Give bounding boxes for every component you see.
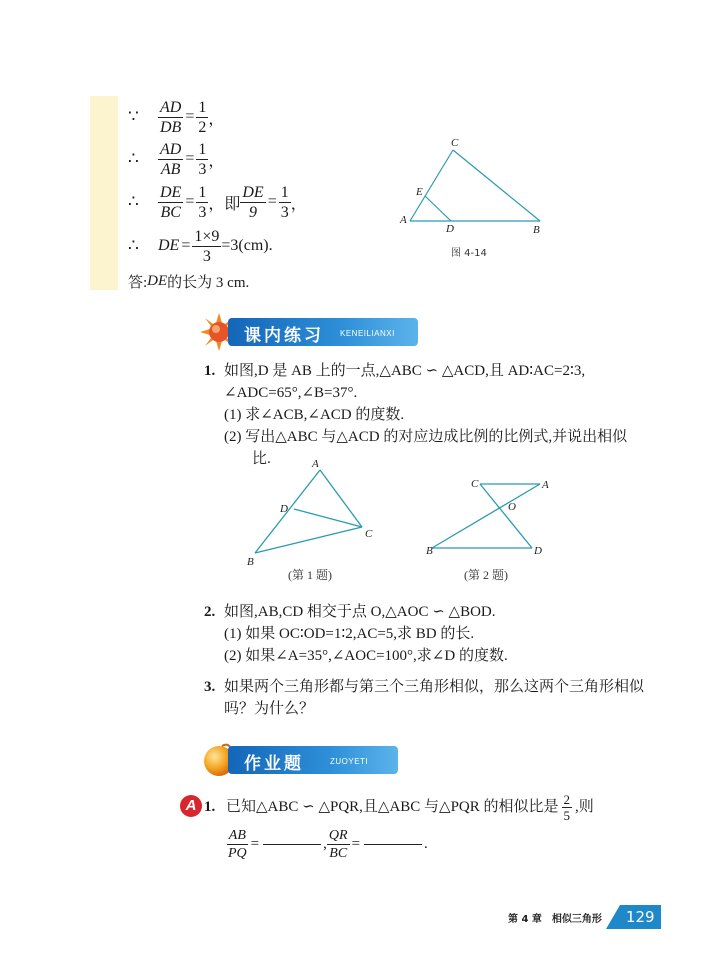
segment-dc	[294, 509, 362, 527]
label-a: A	[312, 458, 319, 470]
fraction: $\frac{DE}{9}$	[242, 183, 264, 221]
segment-ac	[320, 470, 362, 527]
label-c: C	[365, 528, 373, 540]
proof-line-1: ∵ $\frac{AD}{DB}$ = $\frac{1}{2}$ ，	[128, 98, 225, 136]
label-c: C	[471, 478, 479, 490]
fraction: $\frac{DE}{BC}$	[160, 183, 182, 221]
label-d: D	[534, 545, 542, 557]
practice-question-3: 3. 如果两个三角形都与第三个三角形相似，那么这两个三角形相似 吗？为什么？	[204, 679, 645, 717]
answer-line: 答: DE 的长为 3 cm.	[128, 272, 250, 291]
level-a-badge: A	[180, 795, 202, 817]
fraction: $\frac{2}{5}$	[563, 791, 571, 823]
label-d: D	[280, 503, 288, 515]
homework-q1-line2: $\frac{AB}{PQ}$ = , $\frac{QR}{BC}$ = .	[228, 828, 428, 861]
figure-caption: (第 1 题)	[288, 568, 332, 582]
homework-subtitle: ZUOYETI	[330, 757, 369, 766]
label-e: E	[416, 186, 423, 198]
figure-caption: (第 2 题)	[464, 568, 508, 582]
practice-banner	[200, 310, 420, 354]
segment-de	[425, 196, 451, 221]
label-b: B	[426, 545, 433, 557]
answer-blank[interactable]	[364, 844, 422, 845]
practice-title: 课内练习	[244, 326, 324, 346]
proof-line-2: ∴ $\frac{AD}{AB}$ = $\frac{1}{3}$ ，	[128, 140, 225, 178]
answer-blank[interactable]	[263, 844, 321, 845]
page-tab-wedge	[606, 905, 620, 929]
label-a: A	[400, 214, 407, 226]
label-o: O	[508, 501, 516, 513]
label-b: B	[247, 556, 254, 568]
fraction: $\frac{AD}{AB}$	[160, 140, 182, 178]
practice-subtitle: KENEILIANXI	[340, 329, 395, 338]
homework-title: 作业题	[244, 754, 304, 774]
figure-4-14	[395, 135, 555, 265]
figure-question-1	[240, 455, 385, 587]
margin-highlight	[90, 96, 118, 290]
proof-line-3: ∴ $\frac{DE}{BC}$ = $\frac{1}{3}$ ，即 $\frac{DE}{9}$ = $\frac{1}{3}$ ，	[128, 183, 307, 221]
fraction: $\frac{1}{3}$	[198, 140, 207, 178]
page-number: 129	[620, 905, 661, 929]
segment-cb	[453, 150, 540, 221]
fraction: $\frac{1}{2}$	[198, 98, 207, 136]
fraction: $\frac{QR}{BC}$	[328, 828, 348, 861]
practice-question-1: 1. 如图,D 是 AB 上的一点,△ABC ∽ △ACD,且 AD∶AC=2∶3, ∠ADC=65°,∠B=37°. (1) 求∠ACB,∠ACD 的度数. (2) 写出△ABC 与△ACD 的对应边成比例的比例式,并说出相似 比.	[204, 363, 628, 467]
fraction: $\frac{1}{3}$	[198, 183, 207, 221]
practice-question-2: 2. 如图,AB,CD 相交于点 O,△AOC ∽ △BOD. (1) 如果 OC∶OD=1∶2,AC=5,求 BD 的长. (2) 如果∠A=35°,∠AOC=100°,求∠D 的度数.	[204, 604, 508, 664]
chapter-label: 第 4 章 相似三角形	[508, 913, 602, 925]
page-footer	[508, 904, 661, 930]
label-b: B	[533, 224, 540, 236]
worked-example	[128, 96, 388, 294]
figure-caption: 图 4-14	[451, 248, 487, 259]
homework-q1-line1: 1. 已知△ABC ∽ △PQR,且△ABC 与△PQR 的相似比是 $\frac{2}{5}$ ,则	[204, 791, 594, 823]
segment-bc	[255, 527, 362, 553]
fraction: $\frac{1}{3}$	[280, 183, 289, 221]
fraction: $\frac{AD}{DB}$	[160, 98, 182, 136]
homework-question-1	[180, 793, 650, 873]
fraction: $\frac{1\times 9}{3}$	[194, 227, 220, 265]
label-a: A	[542, 479, 549, 491]
label-d: D	[446, 223, 454, 235]
label-c: C	[451, 137, 459, 149]
proof-line-4: ∴ DE = $\frac{1\times 9}{3}$ =3(cm).	[128, 227, 273, 265]
figure-question-2	[420, 472, 560, 587]
homework-banner	[200, 738, 400, 782]
fraction: $\frac{AB}{PQ}$	[228, 828, 247, 861]
